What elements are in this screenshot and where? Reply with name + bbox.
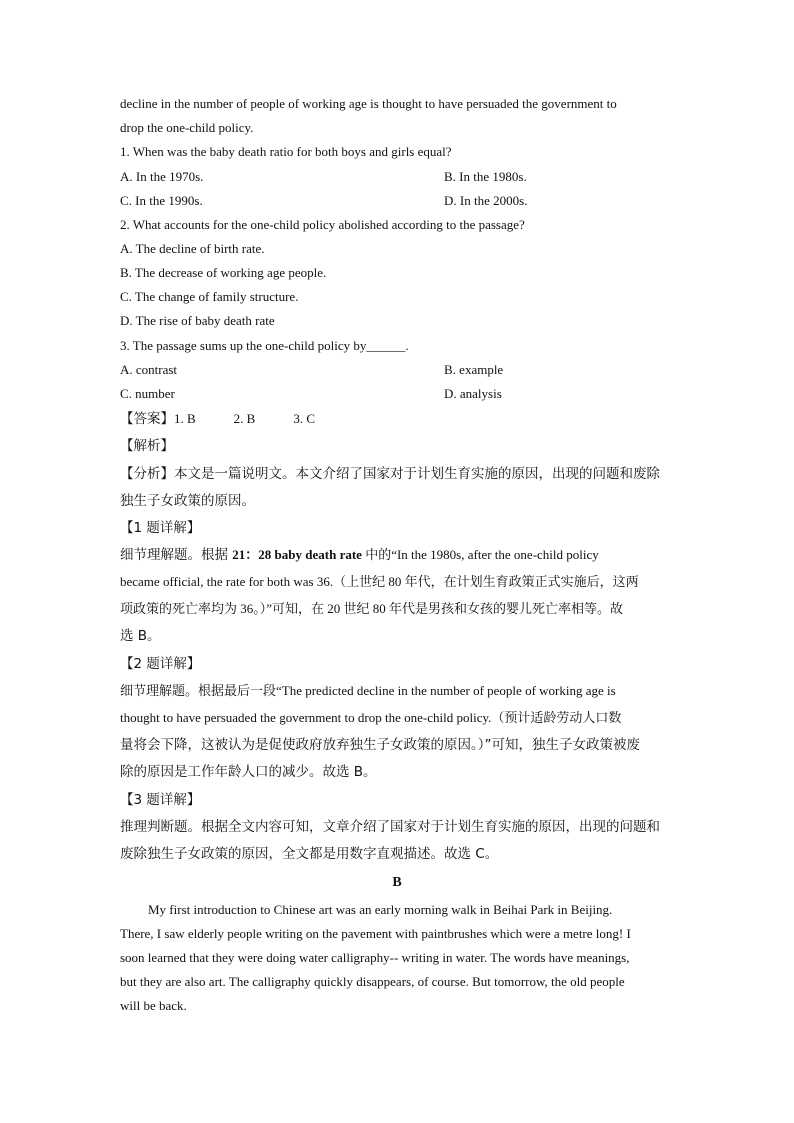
- fenxi-line-2: 独生子女政策的原因。: [120, 493, 255, 509]
- q1-option-c: C. In the 1990s.: [120, 193, 203, 208]
- detail-3-heading: 【3 题详解】: [120, 792, 201, 808]
- q2-option-b: B. The decrease of working age people.: [120, 265, 327, 280]
- answer-line: [120, 410, 315, 428]
- analysis-heading: 【解析】: [120, 438, 174, 454]
- intro-line-2: drop the one-child policy.: [120, 120, 254, 135]
- detail-2-heading: 【2 题详解】: [120, 656, 201, 672]
- detail-2-line-4: 除的原因是工作年龄人口的减少。故选 B。: [120, 764, 377, 780]
- q1-option-b: B. In the 1980s.: [444, 169, 527, 184]
- detail-1-line-2: became official, the rate for both was 36.（上世纪 80 年代，在计划生育政策正式实施后，这两: [120, 574, 639, 589]
- q1-option-d: D. In the 2000s.: [444, 193, 528, 208]
- detail-1-line-3: 项政策的死亡率均为 36。）”可知，在 20 世纪 80 年代是男孩和女孩的婴儿死亡率相等。故: [120, 601, 624, 616]
- detail-1-line-1: [120, 546, 599, 564]
- passage-b-line-2: There, I saw elderly people writing on the pavement with paintbrushes which were a metre long! I: [120, 926, 631, 941]
- q2-option-d: D. The rise of baby death rate: [120, 313, 275, 328]
- answer-2: 2. B: [233, 411, 256, 426]
- detail-1-line-1-quote: 中的“In the 1980s, after the one-child policy: [361, 547, 599, 562]
- detail-1-line-1-prefix: 细节理解题。根据: [120, 547, 233, 563]
- answer-label: 【答案】: [120, 411, 174, 427]
- detail-3-line-2: 废除独生子女政策的原因，全文都是用数字直观描述。故选 C。: [120, 846, 499, 862]
- section-b-title: B: [392, 875, 402, 890]
- passage-b-line-1: My first introduction to Chinese art was an early morning walk in Beihai Park in Beijing.: [148, 902, 613, 917]
- passage-b-line-3: soon learned that they were doing water calligraphy-- writing in water. The words have meanings,: [120, 950, 630, 965]
- q2-option-a: A. The decline of birth rate.: [120, 241, 265, 256]
- passage-b-line-4: but they are also art. The calligraphy quickly disappears, of course. But tomorrow, the old people: [120, 974, 625, 989]
- detail-2-line-2: thought to have persuaded the government to drop the one-child policy.（预计适龄劳动人口数: [120, 710, 622, 725]
- fenxi-line-1: 【分析】本文是一篇说明文。本文介绍了国家对于计划生育实施的原因，出现的问题和废除: [120, 466, 660, 482]
- detail-1-line-1-ref: 21：28 baby death rate: [232, 547, 362, 562]
- q3-option-d: D. analysis: [444, 386, 502, 401]
- q1-question: 1. When was the baby death ratio for both boys and girls equal?: [120, 144, 452, 159]
- detail-3-line-1: 推理判断题。根据全文内容可知，文章介绍了国家对于计划生育实施的原因，出现的问题和: [120, 819, 660, 835]
- q3-option-c: C. number: [120, 386, 175, 401]
- q3-option-b: B. example: [444, 362, 504, 377]
- q3-option-a: A. contrast: [120, 362, 178, 377]
- q2-option-c: C. The change of family structure.: [120, 289, 299, 304]
- answer-1: 1. B: [174, 411, 196, 426]
- q1-option-a: A. In the 1970s.: [120, 169, 204, 184]
- q2-question: 2. What accounts for the one-child policy abolished according to the passage?: [120, 217, 525, 232]
- q3-question: 3. The passage sums up the one-child policy by______.: [120, 338, 409, 353]
- detail-2-line-1: 细节理解题。根据最后一段“The predicted decline in the number of people of working age is: [120, 683, 616, 698]
- detail-2-line-3: 量将会下降，这被认为是促使政府放弃独生子女政策的原因。）”可知，独生子女政策被废: [120, 737, 640, 753]
- answer-3: 3. C: [293, 411, 316, 426]
- intro-line-1: decline in the number of people of working age is thought to have persuaded the government to: [120, 96, 617, 111]
- detail-1-line-4: 选 B。: [120, 628, 161, 644]
- passage-b-line-5: will be back.: [120, 998, 187, 1013]
- detail-1-heading: 【1 题详解】: [120, 520, 201, 536]
